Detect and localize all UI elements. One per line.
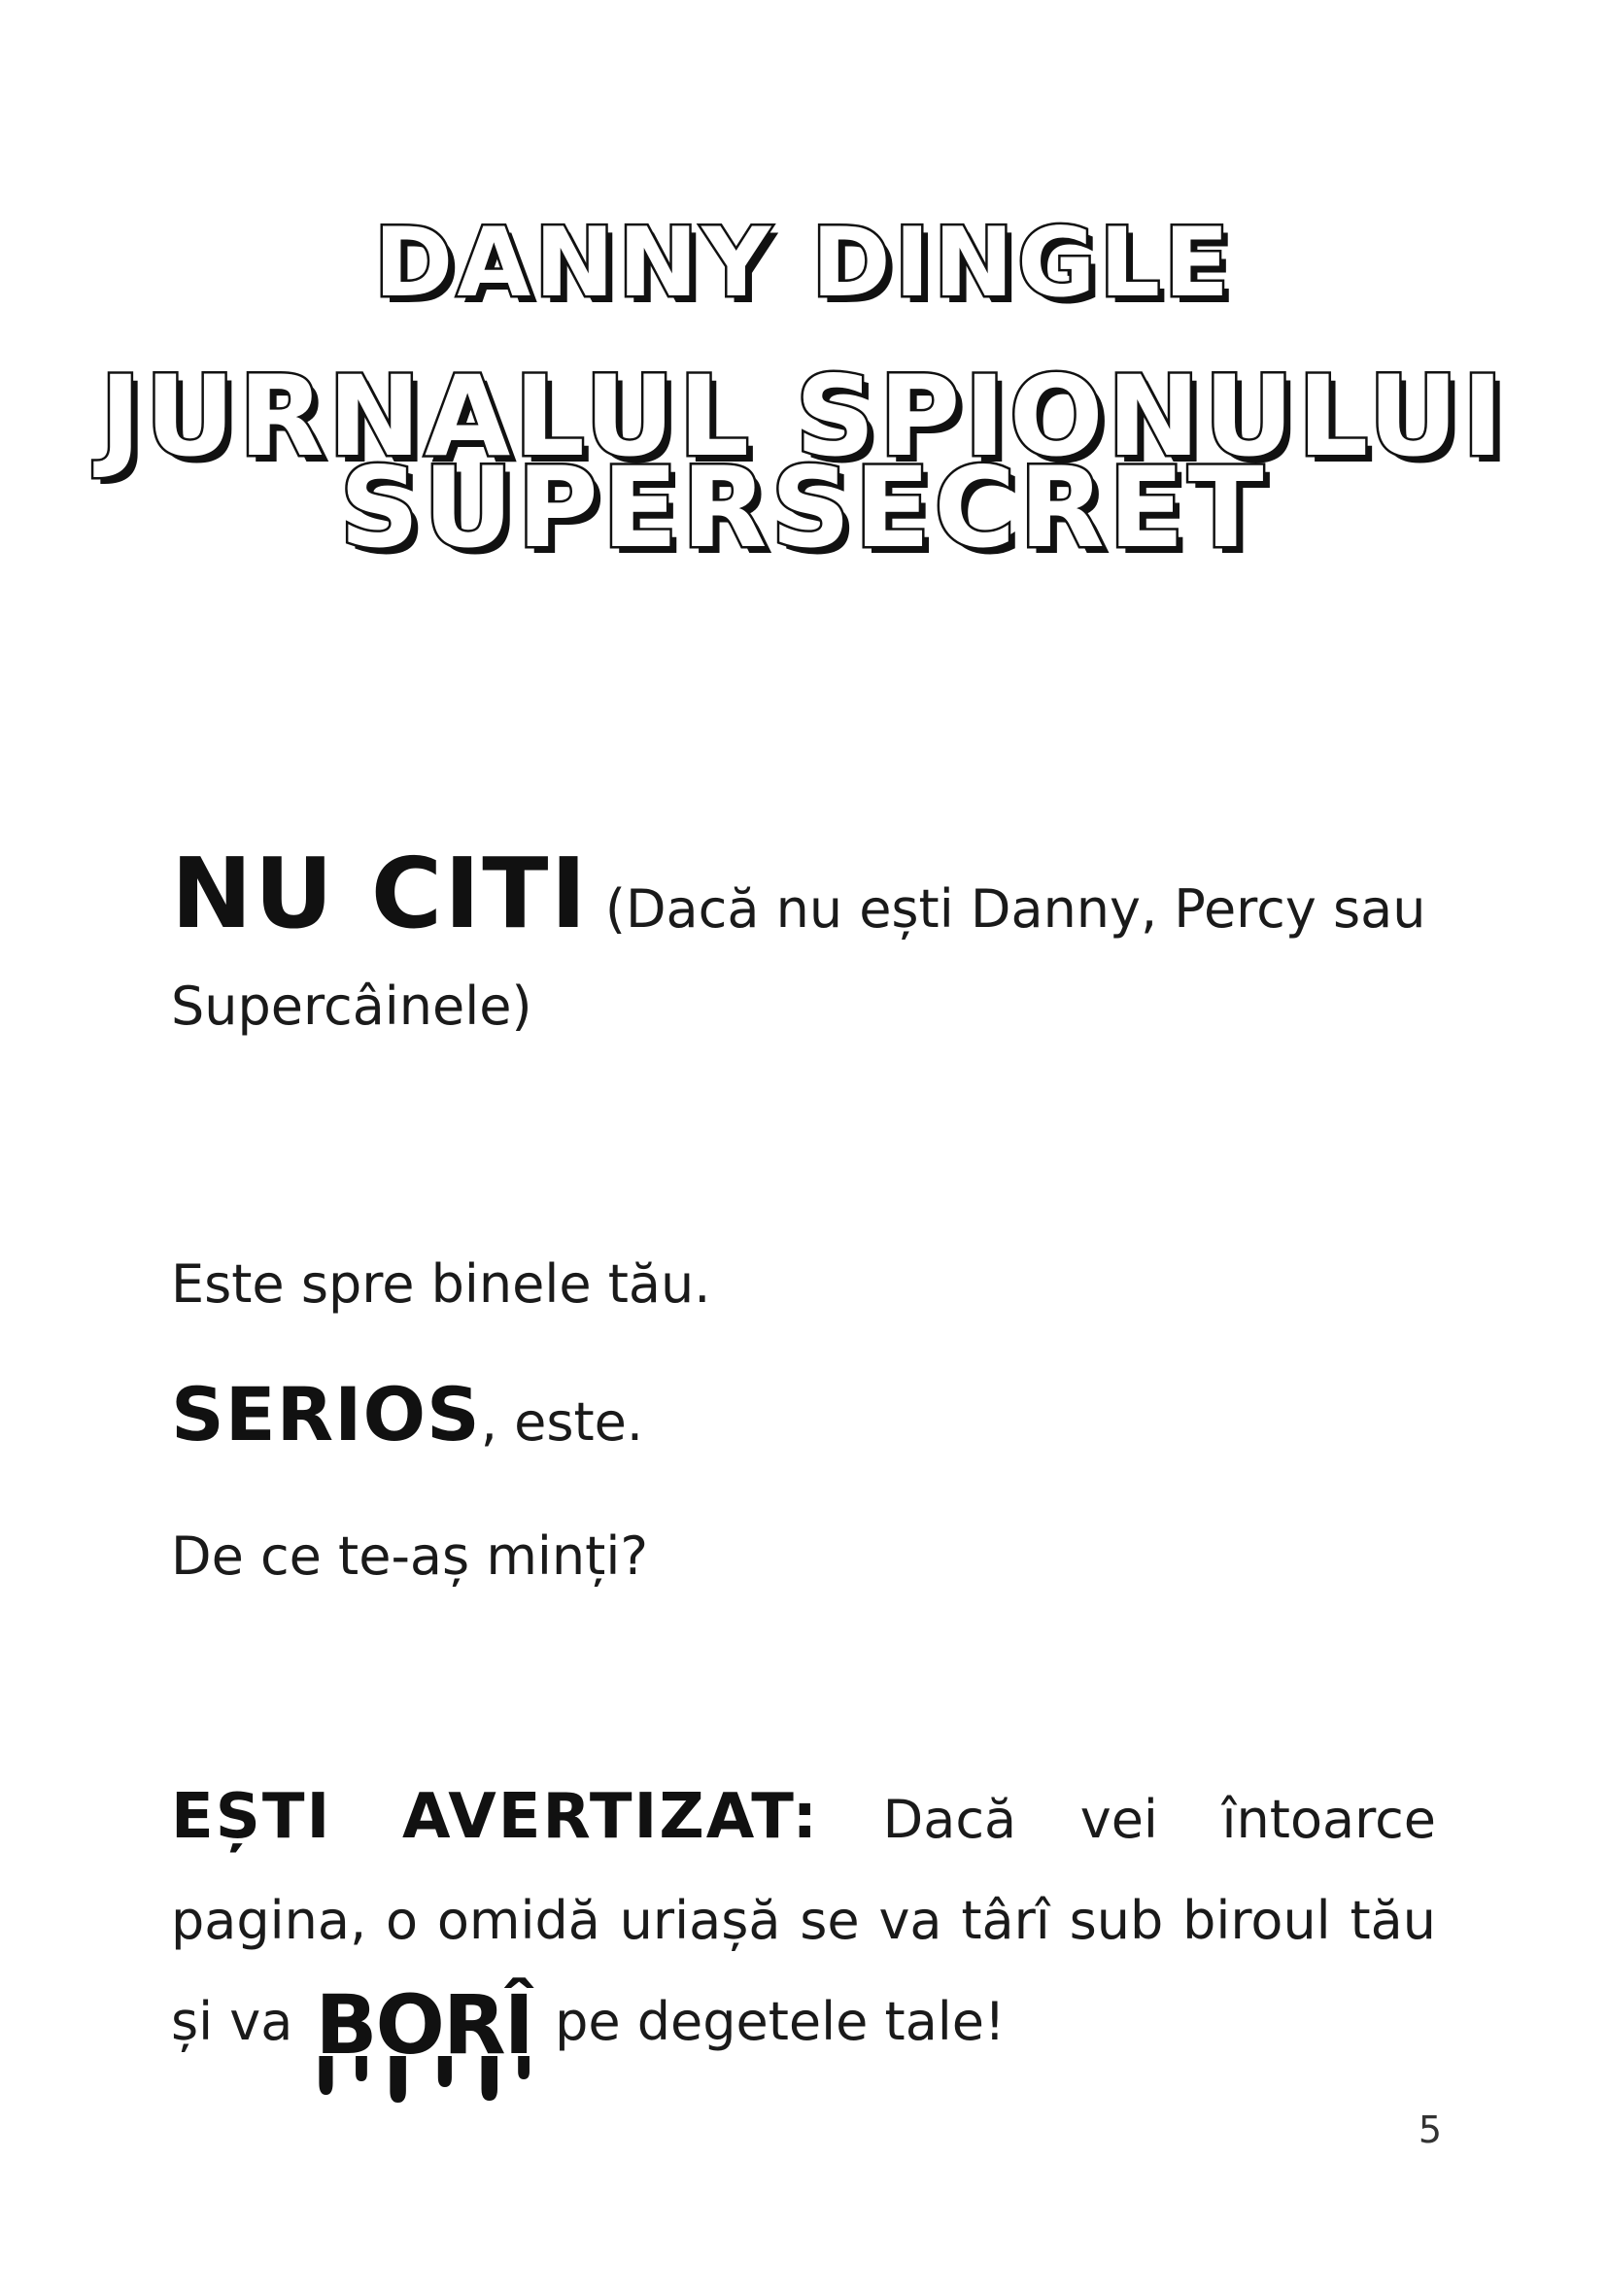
title-line-3: SUPERSECRET [339,443,1268,572]
final-warning-heading: EȘTI AVERTIZAT: [171,1781,820,1853]
final-warning-text-before: Dacă vei întoarce pagina, o omidă uriașă se va târî sub biroul tău și va [171,1789,1436,2052]
final-warning-paragraph [171,1766,1436,2073]
seriously-line [171,1366,1436,1471]
dripping-word-text: BORÎ [315,1977,532,2073]
final-warning-text-after: pe degetele tale! [555,1991,1006,2052]
do-not-read-heading: NU CITI [171,837,589,950]
drip-icon [310,2056,538,2105]
page-number: 5 [1418,2108,1442,2151]
dripping-word [310,1977,538,2073]
do-not-read-paragraph [171,837,1436,1055]
do-not-read-text: (Dacă nu ești Danny, Percy sau Supercâinele) [171,878,1426,1037]
title-line-2: JURNALUL SPIONULUI [99,352,1508,481]
seriously-word: SERIOS [171,1371,481,1457]
title-line-1: DANNY DINGLE [374,208,1233,319]
seriously-rest: , este. [480,1391,644,1453]
why-lie-line: De ce te-aș minți? [171,1525,648,1587]
for-your-own-good-line: Este spre binele tău. [171,1253,711,1315]
